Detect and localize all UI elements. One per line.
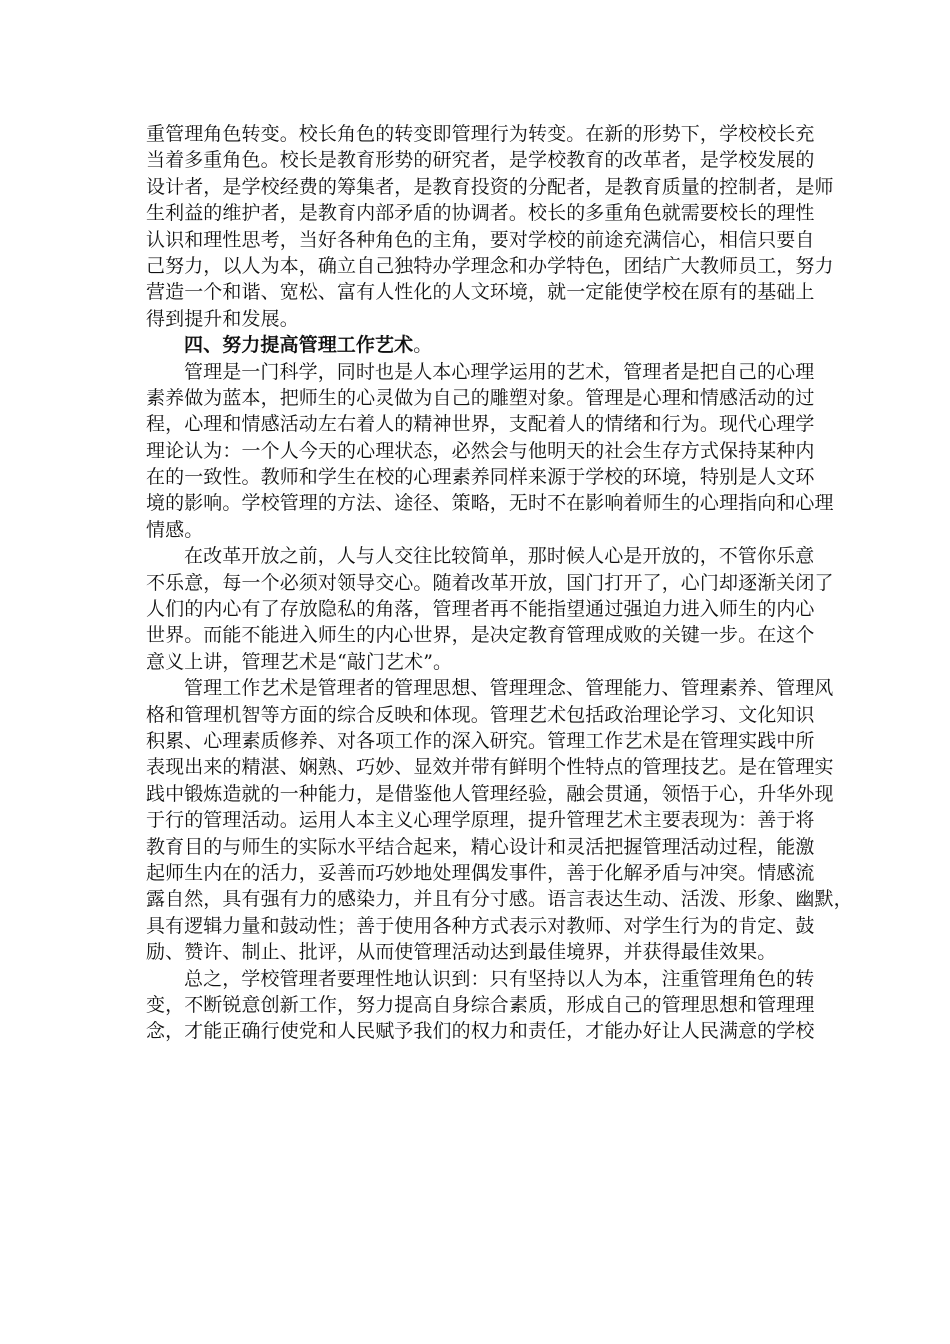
paragraph-management-art xyxy=(146,359,834,544)
text-line: 露自然，具有强有力的感染力，并且有分寸感。语言表达生动、活泼、形象、幽默， xyxy=(146,888,853,911)
text-line: 境的影响。学校管理的方法、途径、策略，无时不在影响着师生的心理指向和心理 xyxy=(146,492,834,515)
text-line: 不乐意，每一个必须对领导交心。随着改革开放，国门打开了，心门却逐渐关闭了 xyxy=(146,571,834,594)
text-line: 己努力，以人为本，确立自己独特办学理念和办学特色，团结广大教师员工，努力 xyxy=(146,254,834,277)
text-line: 格和管理机智等方面的综合反映和体现。管理艺术包括政治理论学习、文化知识 xyxy=(146,703,815,726)
text-line: 变，不断锐意创新工作，努力提高自身综合素质，形成自己的管理思想和管理理 xyxy=(146,993,815,1016)
text-line: 在改革开放之前，人与人交往比较简单，那时候人心是开放的，不管你乐意 xyxy=(184,545,815,568)
section-heading-punct: 。 xyxy=(413,334,433,357)
text-line: 具有逻辑力量和鼓动性；善于使用各种方式表示对教师、对学生行为的肯定、鼓 xyxy=(146,914,815,937)
text-line: 在的一致性。教师和学生在校的心理素养同样来源于学校的环境，特别是人文环 xyxy=(146,466,815,489)
text-line: 总之，学校管理者要理性地认识到：只有坚持以人为本，注重管理角色的转 xyxy=(184,967,815,990)
text-line: 践中锻炼造就的一种能力，是借鉴他人管理经验，融会贯通，领悟于心，升华外现 xyxy=(146,782,834,805)
text-line: 于行的管理活动。运用人本主义心理学原理，提升管理艺术主要表现为：善于将 xyxy=(146,809,815,832)
text-line: 情感。 xyxy=(146,518,204,541)
text-line: 重管理角色转变。校长角色的转变即管理行为转变。在新的形势下，学校校长充 xyxy=(146,123,815,145)
text-line: 理论认为：一个人今天的心理状态，必然会与他明天的社会生存方式保持某种内 xyxy=(146,439,815,462)
text-line: 教育目的与师生的实际水平结合起来，精心设计和灵活把握管理活动过程，能激 xyxy=(146,835,815,858)
text-line: 设计者，是学校经费的筹集者，是教育投资的分配者，是教育质量的控制者，是师 xyxy=(146,175,834,198)
text-line: 人们的内心有了存放隐私的角落，管理者再不能指望通过强迫力进入师生的内心 xyxy=(146,598,815,621)
paragraph-reform xyxy=(146,543,834,675)
section-heading-text: 四、努力提高管理工作艺术 xyxy=(184,334,414,357)
text-line: 营造一个和谐、宽松、富有人性化的人文环境，就一定能使学校在原有的基础上 xyxy=(146,281,815,304)
text-line: 生利益的维护者，是教育内部矛盾的协调者。校长的多重角色就需要校长的理性 xyxy=(146,202,815,225)
text-line: 当着多重角色。校长是教育形势的研究者，是学校教育的改革者，是学校发展的 xyxy=(146,149,815,172)
text-line: 起师生内在的活力，妥善而巧妙地处理偶发事件，善于化解矛盾与冲突。情感流 xyxy=(146,861,815,884)
document-body xyxy=(146,121,853,1045)
text-line: 世界。而能不能进入师生的内心世界，是决定教育管理成败的关键一步。在这个 xyxy=(146,624,815,647)
text-line: 认识和理性思考，当好各种角色的主角，要对学校的前途充满信心，相信只要自 xyxy=(146,228,815,251)
text-line: 励、赞许、制止、批评，从而使管理活动达到最佳境界，并获得最佳效果。 xyxy=(146,941,777,964)
text-line: 程，心理和情感活动左右着人的精神世界，支配着人的情绪和行为。现代心理学 xyxy=(146,413,815,436)
text-line: 管理是一门科学，同时也是人本心理学运用的艺术，管理者是把自己的心理 xyxy=(184,360,815,383)
text-line: 念，才能正确行使党和人民赋予我们的权力和责任，才能办好让人民满意的学校 xyxy=(146,1020,815,1043)
text-line: 管理工作艺术是管理者的管理思想、管理理念、管理能力、管理素养、管理风 xyxy=(184,677,834,700)
paragraph-work-art xyxy=(146,675,853,965)
paragraph-role-change xyxy=(146,121,834,332)
text-line: 得到提升和发展。 xyxy=(146,307,299,330)
text-line: 素养做为蓝本，把师生的心灵做为自己的雕塑对象。管理是心理和情感活动的过 xyxy=(146,386,815,409)
text-line: 意义上讲，管理艺术是“敲门艺术”。 xyxy=(146,650,453,673)
text-line: 积累、心理素质修养、对各项工作的深入研究。管理工作艺术是在管理实践中所 xyxy=(146,729,815,752)
section-heading xyxy=(146,332,808,358)
text-line: 表现出来的精湛、娴熟、巧妙、显效并带有鲜明个性特点的管理技艺。是在管理实 xyxy=(146,756,834,779)
paragraph-conclusion xyxy=(146,966,815,1045)
